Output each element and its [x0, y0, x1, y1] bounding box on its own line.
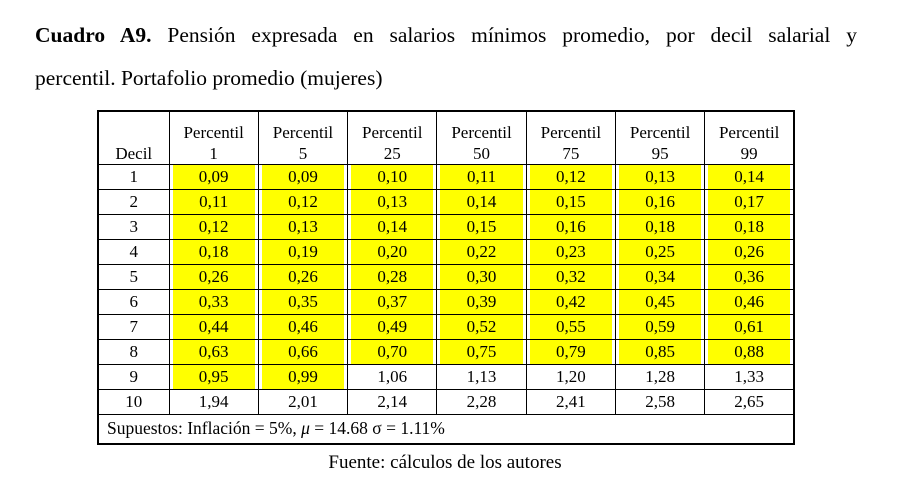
decil-cell: 7	[98, 314, 169, 339]
value-cell: 0,12	[526, 164, 615, 189]
value-cell: 0,95	[169, 364, 258, 389]
header-percentil-95: Percentil 95	[615, 111, 704, 164]
value-cell: 0,36	[705, 264, 794, 289]
value-cell: 1,94	[169, 389, 258, 414]
value-cell: 0,34	[615, 264, 704, 289]
value-cell: 0,12	[258, 189, 347, 214]
value-cell: 0,44	[169, 314, 258, 339]
source-note: Fuente: cálculos de los autores	[328, 452, 562, 473]
value-cell: 2,41	[526, 389, 615, 414]
table-row-decil-7	[98, 314, 794, 339]
value-cell: 0,18	[615, 214, 704, 239]
value-cell: 0,63	[169, 339, 258, 364]
value-cell: 0,15	[437, 214, 526, 239]
table-body	[98, 164, 794, 414]
value-cell: 0,49	[348, 314, 437, 339]
table-row-decil-1	[98, 164, 794, 189]
header-percentil-75: Percentil 75	[526, 111, 615, 164]
value-cell: 2,58	[615, 389, 704, 414]
decil-cell: 4	[98, 239, 169, 264]
value-cell: 0,85	[615, 339, 704, 364]
caption-line-1	[35, 22, 857, 48]
value-cell: 2,65	[705, 389, 794, 414]
decil-cell: 8	[98, 339, 169, 364]
value-cell: 0,18	[169, 239, 258, 264]
value-cell: 0,15	[526, 189, 615, 214]
value-cell: 1,06	[348, 364, 437, 389]
value-cell: 0,14	[705, 164, 794, 189]
value-cell: 0,30	[437, 264, 526, 289]
decil-cell: 6	[98, 289, 169, 314]
decil-cell: 1	[98, 164, 169, 189]
table-row-decil-9	[98, 364, 794, 389]
value-cell: 0,22	[437, 239, 526, 264]
value-cell: 0,13	[258, 214, 347, 239]
value-cell: 0,18	[705, 214, 794, 239]
value-cell: 0,28	[348, 264, 437, 289]
value-cell: 0,52	[437, 314, 526, 339]
table-row-decil-10	[98, 389, 794, 414]
value-cell: 0,45	[615, 289, 704, 314]
value-cell: 0,66	[258, 339, 347, 364]
table-row-decil-2	[98, 189, 794, 214]
header-percentil-5: Percentil 5	[258, 111, 347, 164]
value-cell: 0,26	[169, 264, 258, 289]
value-cell: 0,13	[348, 189, 437, 214]
header-percentil-25: Percentil 25	[348, 111, 437, 164]
mu-symbol: μ	[301, 417, 310, 438]
value-cell: 0,20	[348, 239, 437, 264]
value-cell: 0,61	[705, 314, 794, 339]
value-cell: 0,12	[169, 214, 258, 239]
value-cell: 0,26	[258, 264, 347, 289]
value-cell: 0,13	[615, 164, 704, 189]
decil-cell: 2	[98, 189, 169, 214]
value-cell: 0,26	[705, 239, 794, 264]
header-row	[98, 111, 794, 164]
pension-table	[97, 110, 795, 445]
value-cell: 0,42	[526, 289, 615, 314]
value-cell: 0,32	[526, 264, 615, 289]
table-row-decil-6	[98, 289, 794, 314]
value-cell: 0,25	[615, 239, 704, 264]
value-cell: 0,09	[169, 164, 258, 189]
value-cell: 0,14	[348, 214, 437, 239]
table-row-decil-3	[98, 214, 794, 239]
header-percentil-99: Percentil 99	[705, 111, 794, 164]
value-cell: 0,35	[258, 289, 347, 314]
value-cell: 0,75	[437, 339, 526, 364]
value-cell: 0,09	[258, 164, 347, 189]
value-cell: 0,23	[526, 239, 615, 264]
header-decil: Decil	[98, 111, 169, 164]
table-row-decil-4	[98, 239, 794, 264]
value-cell: 1,28	[615, 364, 704, 389]
value-cell: 0,46	[705, 289, 794, 314]
caption-text-line1: Pensión expresada en salarios mínimos promedio, por decil salarial y	[151, 23, 857, 47]
value-cell: 0,46	[258, 314, 347, 339]
header-percentil-50: Percentil 50	[437, 111, 526, 164]
caption-line-2: percentil. Portafolio promedio (mujeres)	[35, 66, 383, 90]
caption-label: Cuadro A9.	[35, 23, 152, 47]
value-cell: 0,99	[258, 364, 347, 389]
assumptions-cell	[98, 414, 794, 444]
value-cell: 2,01	[258, 389, 347, 414]
assumptions-rest: = 14.68 σ = 1.11%	[309, 417, 445, 438]
value-cell: 0,10	[348, 164, 437, 189]
value-cell: 0,33	[169, 289, 258, 314]
value-cell: 0,17	[705, 189, 794, 214]
table-row-decil-8	[98, 339, 794, 364]
value-cell: 2,14	[348, 389, 437, 414]
value-cell: 1,20	[526, 364, 615, 389]
table-caption	[35, 22, 857, 91]
value-cell: 1,33	[705, 364, 794, 389]
assumptions-row	[98, 414, 794, 444]
value-cell: 1,13	[437, 364, 526, 389]
value-cell: 0,19	[258, 239, 347, 264]
header-percentil-1: Percentil 1	[169, 111, 258, 164]
value-cell: 0,55	[526, 314, 615, 339]
value-cell: 0,14	[437, 189, 526, 214]
decil-cell: 5	[98, 264, 169, 289]
value-cell: 2,28	[437, 389, 526, 414]
value-cell: 0,59	[615, 314, 704, 339]
table-row-decil-5	[98, 264, 794, 289]
value-cell: 0,11	[437, 164, 526, 189]
decil-cell: 10	[98, 389, 169, 414]
decil-cell: 3	[98, 214, 169, 239]
value-cell: 0,11	[169, 189, 258, 214]
value-cell: 0,79	[526, 339, 615, 364]
value-cell: 0,16	[615, 189, 704, 214]
value-cell: 0,70	[348, 339, 437, 364]
value-cell: 0,16	[526, 214, 615, 239]
value-cell: 0,88	[705, 339, 794, 364]
value-cell: 0,37	[348, 289, 437, 314]
decil-cell: 9	[98, 364, 169, 389]
assumptions-prefix: Supuestos: Inflación = 5%,	[107, 417, 302, 438]
value-cell: 0,39	[437, 289, 526, 314]
